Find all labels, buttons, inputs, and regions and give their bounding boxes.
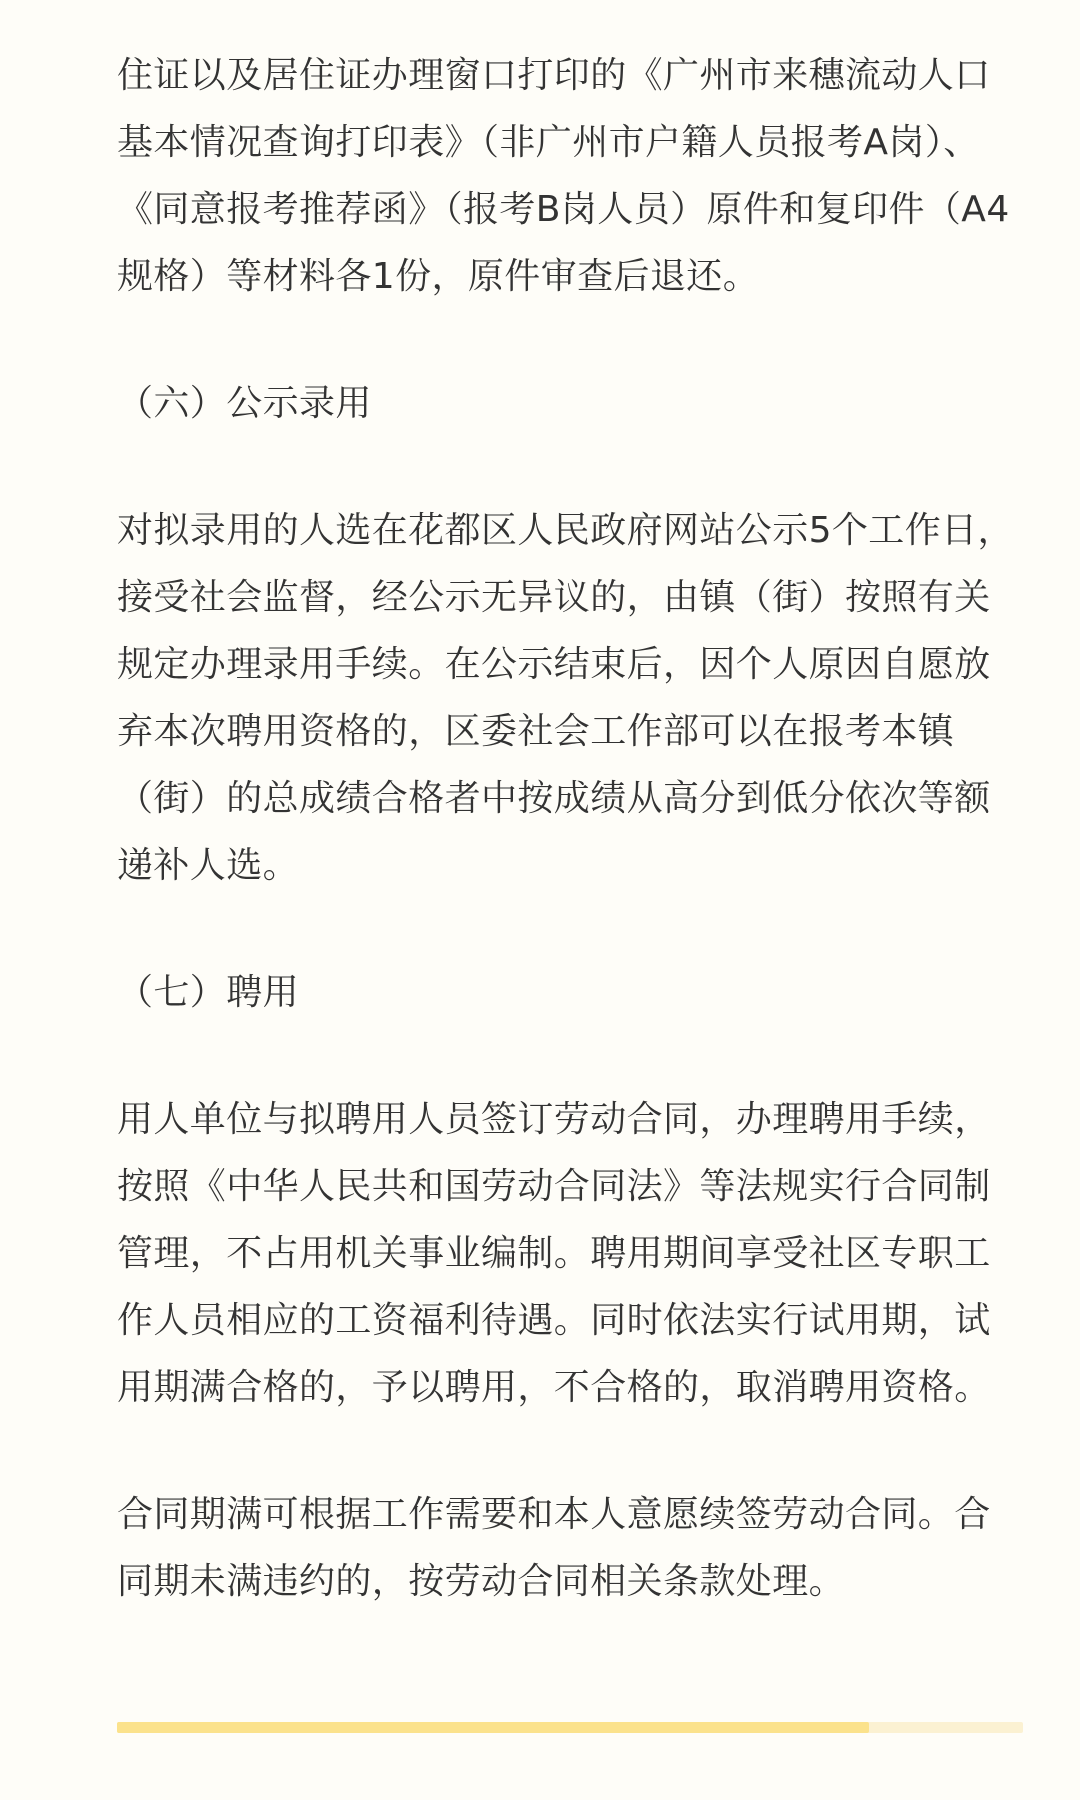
paragraph-contract-renewal: 合同期满可根据工作需要和本人意愿续签劳动合同。合同期未满违约的，按劳动合同相关条款处理。	[117, 1494, 991, 1602]
reading-progress-bar	[117, 1722, 1023, 1733]
reading-progress-fill	[117, 1722, 869, 1733]
article-body	[117, 42, 1023, 1675]
section-heading-employment: （七）聘用	[117, 972, 300, 1013]
paragraph-employment: 用人单位与拟聘用人员签订劳动合同，办理聘用手续，按照《中华人民共和国劳动合同法》等法规实行合同制管理，不占用机关事业编制。聘用期间享受社区专职工作人员相应的工资福利待遇。同时依法实行试用期，试用期满合格的，予以聘用，不合格的，取消聘用资格。	[117, 1099, 991, 1408]
section-heading-publicity: （六）公示录用	[117, 383, 372, 424]
paragraph-publicity: 对拟录用的人选在花都区人民政府网站公示5个工作日，接受社会监督，经公示无异议的，由镇（街）按照有关规定办理录用手续。在公示结束后，因个人原因自愿放弃本次聘用资格的，区委社会工作部可以在报考本镇（街）的总成绩合格者中按成绩从高分到低分依次等额递补人选。	[117, 510, 1014, 886]
paragraph-materials: 住证以及居住证办理窗口打印的《广州市来穗流动人口基本情况查询打印表》（非广州市户籍人员报考A岗）、《同意报考推荐函》（报考B岗人员）原件和复印件（A4规格）等材料各1份，原件审查后退还。	[117, 55, 1010, 297]
